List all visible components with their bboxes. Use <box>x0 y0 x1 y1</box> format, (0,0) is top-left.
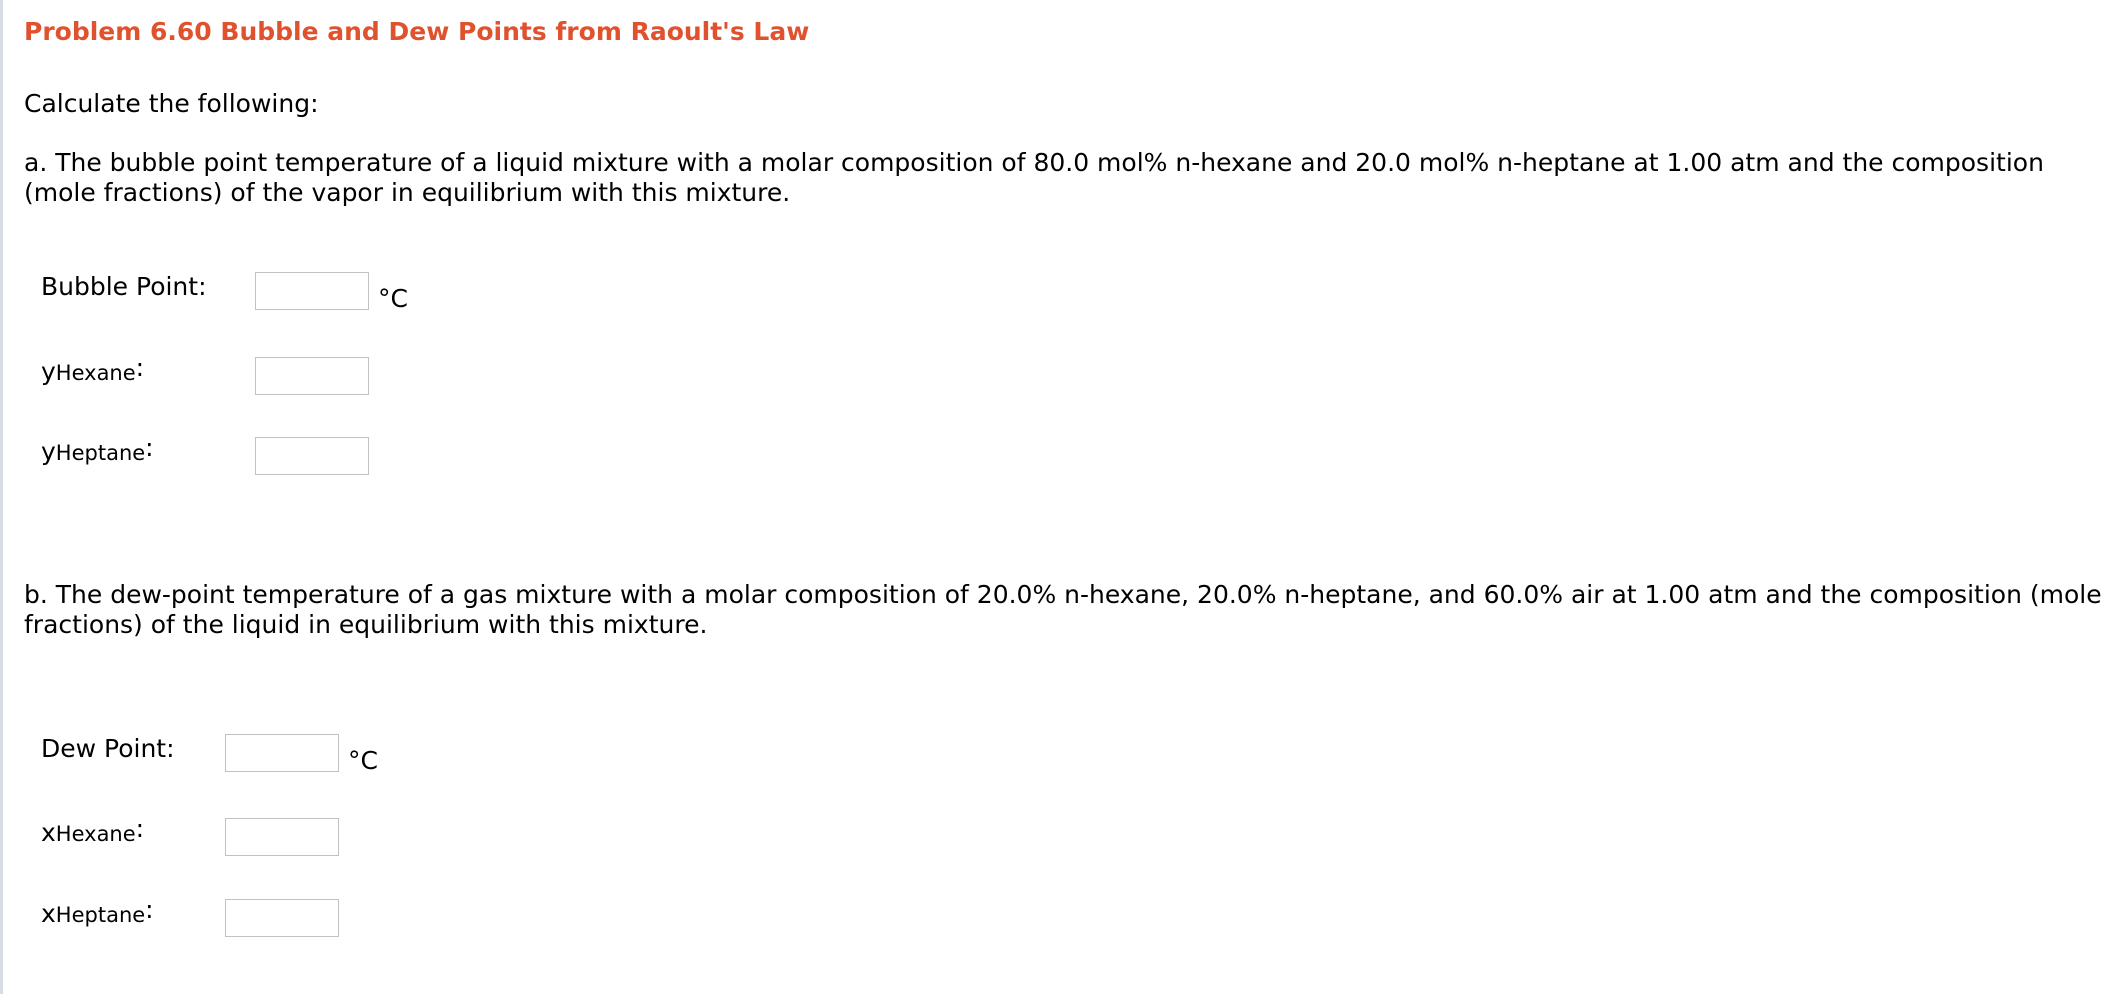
x-hexane-colon: : <box>135 814 145 843</box>
y-hexane-subscript: Hexane <box>55 361 136 385</box>
x-heptane-symbol: x <box>41 899 56 928</box>
y-heptane-input[interactable] <box>255 437 369 475</box>
x-heptane-input[interactable] <box>225 899 339 937</box>
x-hexane-subscript: Hexane <box>55 822 136 846</box>
bubble-point-label: Bubble Point: <box>41 272 207 301</box>
x-heptane-label <box>41 895 154 928</box>
bubble-point-unit: °C <box>378 284 408 313</box>
y-heptane-subscript: Heptane <box>55 441 146 465</box>
x-hexane-symbol: x <box>41 818 56 847</box>
y-heptane-label <box>41 433 154 466</box>
bubble-point-input[interactable] <box>255 272 369 310</box>
y-heptane-symbol: y <box>41 437 56 466</box>
x-heptane-colon: : <box>145 895 154 924</box>
dew-point-input[interactable] <box>225 734 339 772</box>
y-hexane-colon: : <box>135 353 145 382</box>
problem-intro: Calculate the following: <box>24 89 319 118</box>
x-heptane-subscript: Heptane <box>55 903 146 927</box>
x-hexane-input[interactable] <box>225 818 339 856</box>
x-hexane-label <box>41 814 145 847</box>
part-a-text: a. The bubble point temperature of a liquid mixture with a molar composition of 80.0 mol% n-hexane and 20.0 mol% n-heptane at 1.00 atm and the composition (mole fractions) of the vapor in equilibrium with this mixture. <box>24 148 2044 207</box>
problem-title: Problem 6.60 Bubble and Dew Points from Raoult's Law <box>24 17 810 46</box>
dew-point-label: Dew Point: <box>41 734 175 763</box>
left-border <box>0 0 3 994</box>
y-hexane-label <box>41 353 145 386</box>
y-heptane-colon: : <box>145 433 154 462</box>
dew-point-unit: °C <box>348 746 378 775</box>
part-b-text: b. The dew-point temperature of a gas mixture with a molar composition of 20.0% n-hexane, 20.0% n-heptane, and 60.0% air at 1.00 atm and the composition (mole fractions) of the liquid in equilibrium with this mixture. <box>24 580 2102 639</box>
y-hexane-input[interactable] <box>255 357 369 395</box>
y-hexane-symbol: y <box>41 357 56 386</box>
